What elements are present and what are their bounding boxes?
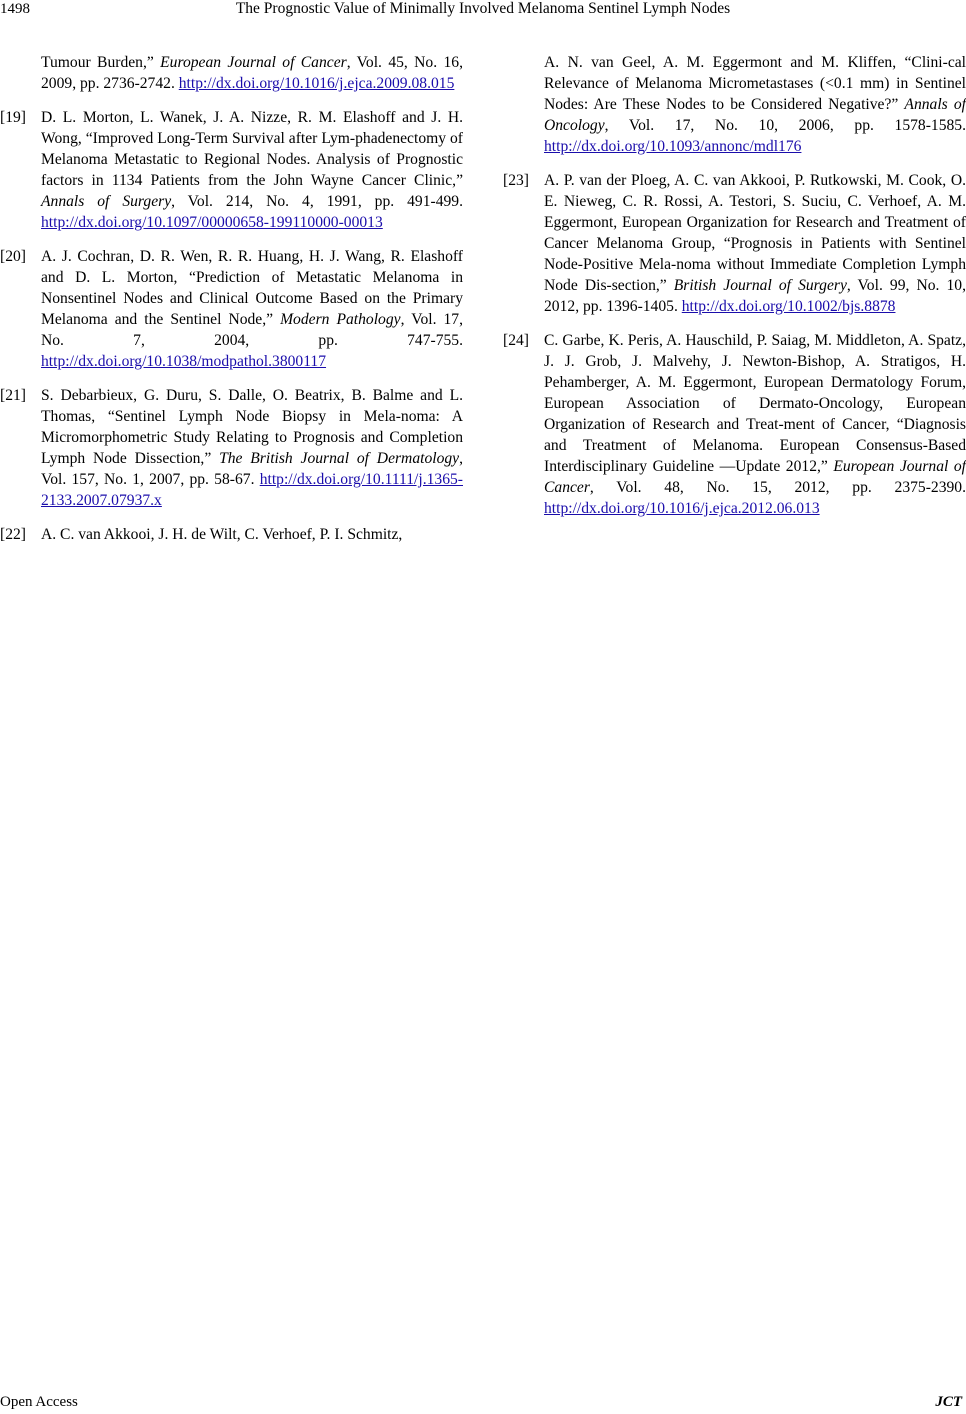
- reference-segment: Tumour Burden,”: [41, 54, 161, 71]
- references-left-column: [0, 52, 463, 558]
- doi-link[interactable]: http://dx.doi.org/10.1038/modpathol.3800117: [41, 353, 327, 370]
- reference-entry: [503, 170, 966, 317]
- reference-text: [41, 524, 463, 545]
- reference-segment: , Vol. 45, No. 16, 2009, pp. 2736-2742.: [41, 54, 463, 92]
- journal-title: Modern Pathology: [280, 311, 401, 328]
- reference-number: [24]: [503, 332, 529, 349]
- journal-title: European Journal of Cancer: [544, 458, 966, 496]
- reference-segment: , Vol. 17, No. 7, 2004, pp. 747-755.: [41, 311, 463, 349]
- reference-entry: [503, 330, 966, 519]
- reference-entry: [0, 52, 463, 94]
- reference-segment: , Vol. 48, No. 15, 2012, pp. 2375-2390.: [589, 479, 966, 496]
- reference-entry: [0, 107, 463, 233]
- reference-segment: A. N. van Geel, A. M. Eggermont and M. Kliffen, “Clini-cal Relevance of Melanoma Micrometastases (<0.1 mm) in Sentinel Nodes: Are These Nodes to be Considered Negative?”: [544, 54, 966, 113]
- page-number: 1498: [0, 1, 30, 17]
- reference-segment: S. Debarbieux, G. Duru, S. Dalle, O. Beatrix, B. Balme and L. Thomas, “Sentinel Lymph Node Biopsy in Mela-noma: A Micromorphometric Study Relating to Prognosis and Completion Lymph Node Dissection,”: [41, 387, 463, 467]
- reference-number: [21]: [0, 387, 26, 404]
- reference-segment: , Vol. 157, No. 1, 2007, pp. 58-67.: [41, 450, 463, 488]
- doi-link[interactable]: http://dx.doi.org/10.1002/bjs.8878: [681, 298, 896, 315]
- reference-text: [544, 170, 966, 317]
- footer-open-access: Open Access: [0, 1394, 78, 1410]
- reference-segment: A. C. van Akkooi, J. H. de Wilt, C. Verhoef, P. I. Schmitz,: [41, 526, 403, 543]
- journal-title: British Journal of Surgery: [673, 277, 847, 294]
- reference-segment: A. J. Cochran, D. R. Wen, R. R. Huang, H. J. Wang, R. Elashoff and D. L. Morton, “Prediction of Metastatic Melanoma in Nonsentinel Nodes and Clinical Outcome Based on the Primary Melanoma and the Sentinel Node,”: [41, 248, 463, 328]
- reference-text: [544, 52, 966, 157]
- journal-title: European Journal of Cancer: [160, 54, 347, 71]
- journal-title: Annals of Surgery: [41, 193, 172, 210]
- doi-link[interactable]: http://dx.doi.org/10.1097/00000658-199110000-00013: [41, 214, 383, 231]
- reference-entry: [0, 385, 463, 511]
- reference-segment: C. Garbe, K. Peris, A. Hauschild, P. Saiag, M. Middleton, A. Spatz, J. J. Grob, J. Malvehy, J. Newton-Bishop, A. Stratigos, H. Pehamberger, A. M. Eggermont, European Dermatology Forum, European Association of Dermato-Oncology, European Organization of Research and Treat-ment of Cancer, “Diagnosis and Treatment of Melanoma. European Consensus-Based Interdisciplinary Guideline —Update 2012,”: [544, 332, 966, 475]
- reference-text: [41, 385, 463, 511]
- running-title: The Prognostic Value of Minimally Involved Melanoma Sentinel Lymph Nodes: [235, 0, 731, 17]
- reference-number: [23]: [503, 172, 529, 189]
- reference-segment: , Vol. 214, No. 4, 1991, pp. 491-499.: [171, 193, 463, 210]
- doi-link[interactable]: http://dx.doi.org/10.1016/j.ejca.2012.06.013: [544, 500, 820, 517]
- journal-title: The British Journal of Dermatology: [219, 450, 460, 467]
- reference-text: [41, 107, 463, 233]
- reference-entry: [0, 246, 463, 372]
- reference-text: [41, 246, 463, 372]
- reference-text: [544, 330, 966, 519]
- reference-segment: D. L. Morton, L. Wanek, J. A. Nizze, R. M. Elashoff and J. H. Wong, “Improved Long-Term Survival after Lym-phadenectomy of Melanoma Metastatic to Regional Nodes. Analysis of Prognostic factors in 1134 Patients from the John Wayne Cancer Clinic,”: [41, 109, 463, 189]
- journal-title: Annals of Oncology: [544, 96, 966, 134]
- doi-link[interactable]: http://dx.doi.org/10.1093/annonc/mdl176: [544, 138, 802, 155]
- reference-entry: [0, 524, 463, 545]
- reference-segment: A. P. van der Ploeg, A. C. van Akkooi, P. Rutkowski, M. Cook, O. E. Nieweg, C. R. Rossi, A. Testori, S. Suciu, C. Verhoef, A. M. Eggermont, European Organization for Research and Treatment of Cancer Melanoma Group, “Prognosis in Patients with Sentinel Node-Positive Mela-noma without Immediate Completion Lymph Node Dis-section,”: [544, 172, 966, 294]
- reference-number: [19]: [0, 109, 26, 126]
- reference-segment: , Vol. 99, No. 10, 2012, pp. 1396-1405.: [544, 277, 966, 315]
- reference-entry: [503, 52, 966, 157]
- doi-link[interactable]: http://dx.doi.org/10.1016/j.ejca.2009.08.015: [178, 75, 455, 92]
- references-right-column: [503, 52, 966, 532]
- reference-number: [20]: [0, 248, 26, 265]
- reference-text: [41, 52, 463, 94]
- reference-segment: , Vol. 17, No. 10, 2006, pp. 1578-1585.: [604, 117, 966, 134]
- doi-link[interactable]: http://dx.doi.org/10.1111/j.1365-2133.2007.07937.x: [41, 471, 463, 509]
- reference-number: [22]: [0, 526, 26, 543]
- footer-journal-abbrev: JCT: [935, 1394, 962, 1410]
